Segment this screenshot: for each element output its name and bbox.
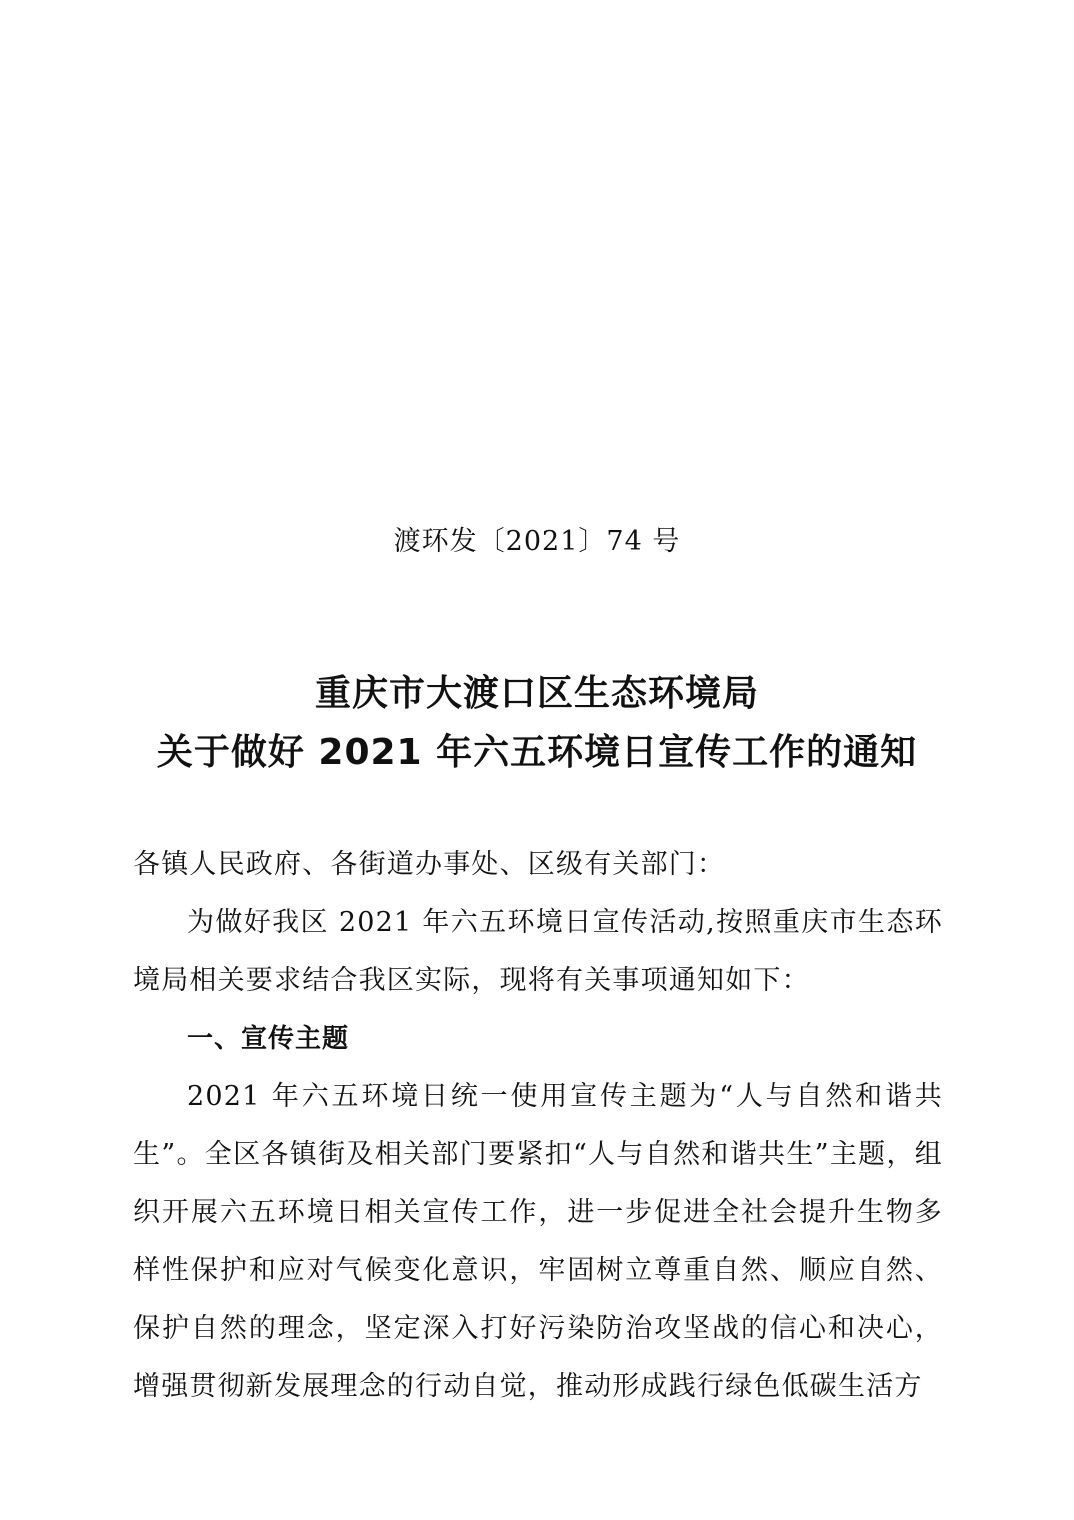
document-number: 渡环发〔2021〕74 号 [393, 526, 681, 557]
section-heading: 一、宣传主题 [187, 1024, 350, 1054]
section-paragraph: 2021 年六五环境日统一使用宣传主题为“人与自然和谐共生”。全区各镇街及相关部门要紧扣“人与自然和谐共生”主题，组织开展六五环境日相关宣传工作，进一步促进全社会提升生物多样性保护和应对气候变化意识，牢固树立尊重自然、顺应自然、保护自然的理念，坚定深入打好污染防治攻坚战的信心和决心，增强贯彻新发展理念的行动自觉，推动形成践行绿色低碳生活方 [133, 1081, 943, 1402]
intro-paragraph: 为做好我区 2021 年六五环境日宣传活动,按照重庆市生态环境局相关要求结合我区实际，现将有关事项通知如下： [133, 907, 943, 996]
salutation: 各镇人民政府、各街道办事处、区级有关部门： [133, 849, 726, 880]
document-title-line-1: 重庆市大渡口区生态环境局 [314, 673, 759, 714]
document-body [133, 836, 943, 1416]
document-title-line-2: 关于做好 2021 年六五环境日宣传工作的通知 [156, 732, 918, 773]
